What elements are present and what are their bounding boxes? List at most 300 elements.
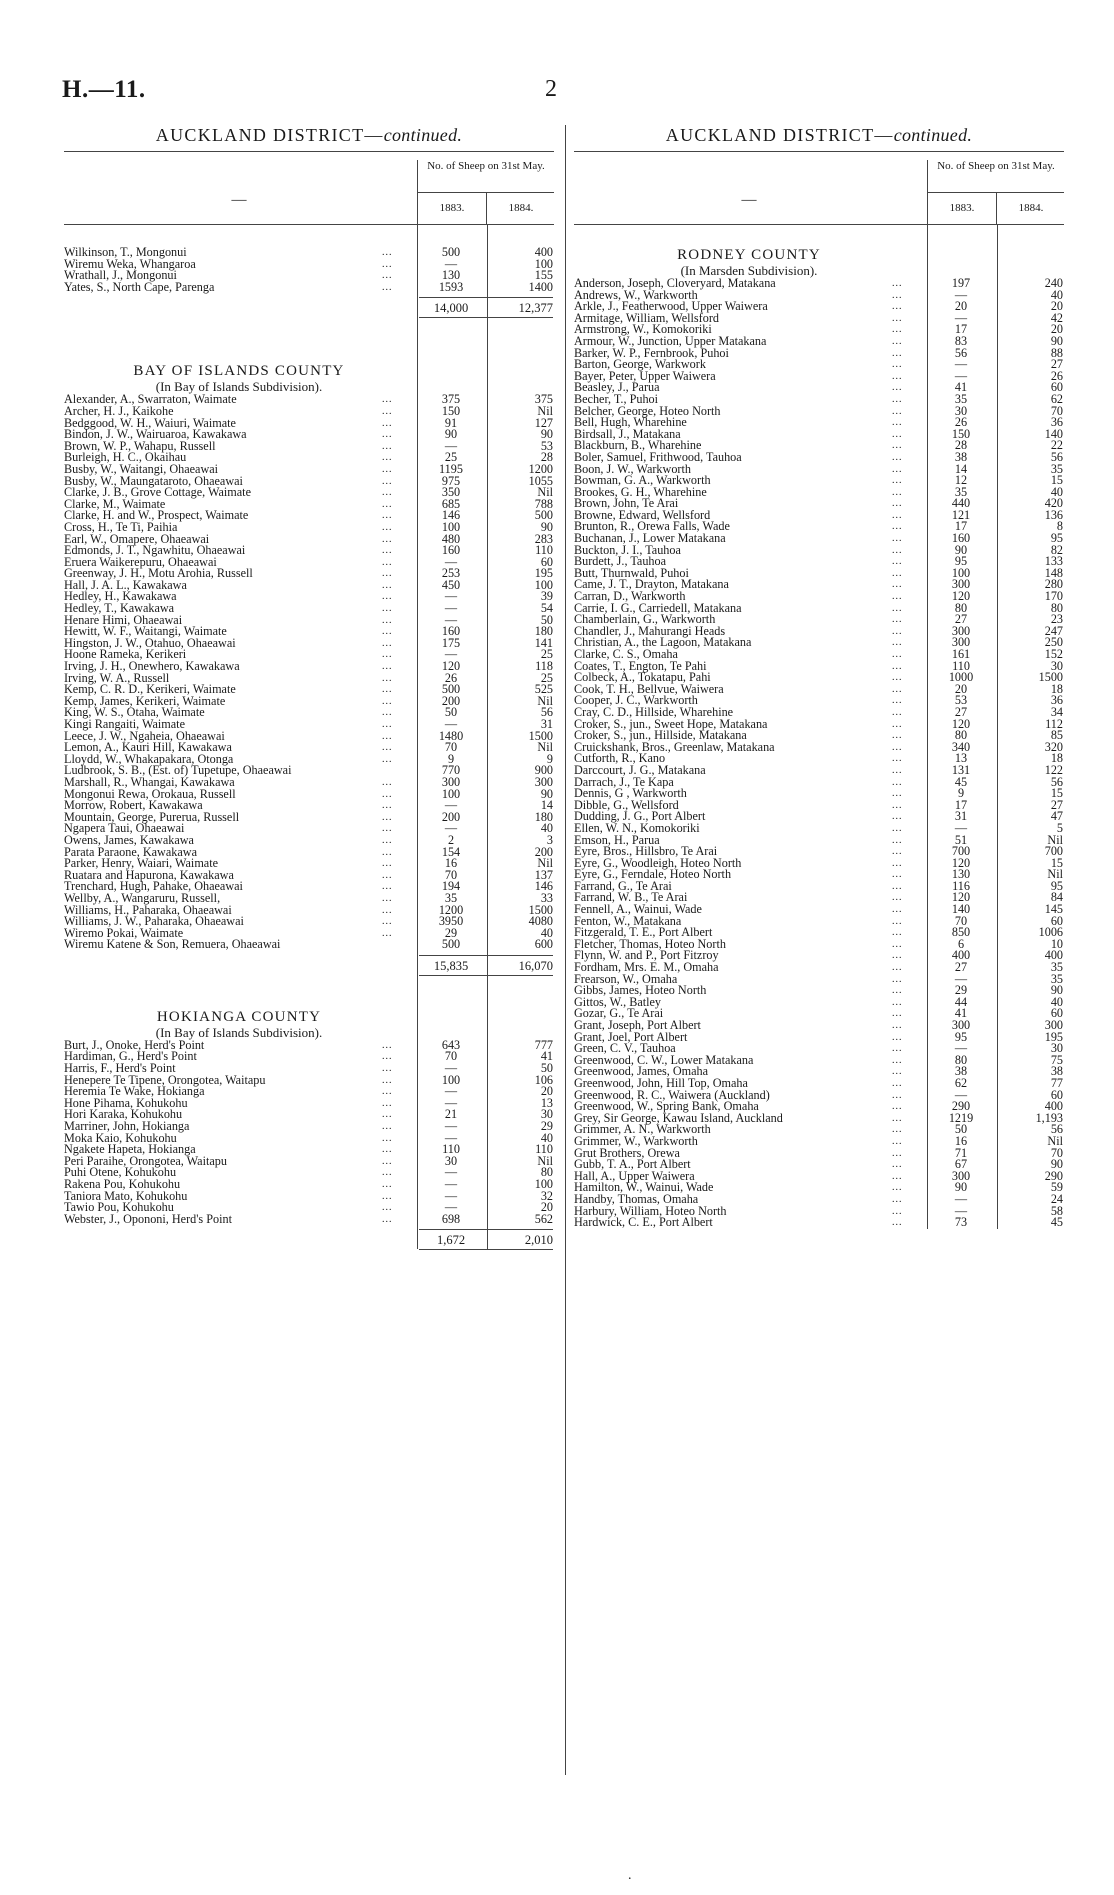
- leader-dots: ...: [892, 451, 903, 463]
- sheep-1883: —: [444, 1200, 458, 1215]
- sheep-1884: 100: [534, 1177, 553, 1191]
- sheep-1884: 70: [1050, 403, 1063, 418]
- header-group-label: No. of Sheep on 31st May.: [418, 160, 554, 193]
- sheep-1884: 145: [1044, 902, 1063, 917]
- leader-dots: ...: [382, 661, 393, 673]
- section-subtitle: (In Bay of Islands Subdivision).: [155, 379, 323, 395]
- owner-name: Earl, W., Omapere, Ohaeawai: [64, 531, 210, 546]
- sheep-1883: 95: [954, 554, 968, 569]
- left-column-title: AUCKLAND DISTRICT—continued.: [155, 125, 463, 145]
- owner-name: Farrand, G., Te Arai: [574, 878, 672, 893]
- sheep-1884: 28: [540, 450, 553, 465]
- owner-name: Carrie, I. G., Carriedell, Matakana: [574, 600, 742, 615]
- leader-dots: ...: [892, 382, 903, 394]
- sheep-1883: 300: [951, 577, 971, 592]
- leader-dots: ...: [892, 359, 903, 371]
- sheep-1883: 56: [954, 345, 968, 360]
- sheep-1883: 100: [441, 1072, 461, 1087]
- sheep-1884: 35: [1050, 960, 1063, 975]
- header-blank: —: [741, 192, 757, 208]
- sheep-1883: 375: [441, 392, 461, 407]
- owner-name: Bayer, Peter, Upper Waiwera: [574, 368, 716, 383]
- right-column-title: AUCKLAND DISTRICT—continued.: [665, 125, 973, 145]
- sheep-1883: 120: [951, 890, 971, 905]
- sheep-1884: 60: [1050, 380, 1063, 395]
- sheep-1884: 146: [534, 879, 553, 894]
- leader-dots: ...: [382, 487, 393, 499]
- leader-dots: ...: [382, 892, 393, 904]
- sheep-1883: 70: [444, 740, 458, 755]
- leader-dots: ...: [382, 1051, 393, 1063]
- sheep-1883: 1200: [438, 902, 464, 917]
- leader-dots: ...: [892, 278, 903, 289]
- leader-dots: ...: [382, 429, 393, 441]
- sheep-1884: 31: [540, 717, 553, 731]
- owner-name: Harris, F., Herd's Point: [64, 1061, 176, 1076]
- owner-name: Barker, W. P., Fernbrook, Puhoi: [574, 345, 729, 360]
- leader-dots: ...: [892, 544, 903, 556]
- sheep-1883: 120: [951, 589, 971, 604]
- sheep-1884: 32: [540, 1188, 553, 1203]
- sheep-1884: 180: [534, 809, 553, 824]
- owner-name: Eyre, G., Woodleigh, Hoteo North: [574, 855, 742, 870]
- sheep-1884: 27: [1050, 797, 1063, 812]
- sheep-1883: 700: [951, 844, 971, 859]
- sheep-1884: 77: [1050, 1075, 1063, 1090]
- leader-dots: ...: [892, 683, 903, 695]
- owner-name: Henare Himi, Ohaeawai: [64, 612, 183, 627]
- sheep-1884: 82: [1050, 542, 1063, 557]
- sheep-1883: 480: [441, 531, 461, 546]
- sheep-1884: 112: [1045, 716, 1063, 731]
- sheep-1883: 200: [441, 809, 461, 824]
- owner-name: Webster, J., Opononi, Herd's Point: [64, 1211, 232, 1226]
- owner-name: Buckton, J. I., Tauhoa: [574, 542, 681, 557]
- sheep-1883: 150: [441, 403, 461, 418]
- leader-dots: ...: [892, 370, 903, 382]
- sheep-1883: 29: [444, 925, 458, 940]
- owner-name: Hall, J. A. L., Kawakawa: [64, 577, 187, 592]
- leader-dots: ...: [382, 776, 393, 788]
- leader-dots: ...: [382, 927, 393, 939]
- owner-name: Clarke, J. B., Grove Cottage, Waimate: [64, 485, 251, 500]
- sheep-1884: 59: [1050, 1180, 1063, 1195]
- sheep-1884: 148: [1044, 565, 1063, 580]
- owner-name: Wilkinson, T., Mongonui: [64, 245, 187, 259]
- leader-dots: ...: [382, 591, 393, 603]
- leader-dots: ...: [382, 626, 393, 638]
- owner-name: Puhi Otene, Kohukohu: [64, 1165, 177, 1180]
- sheep-1884: 170: [1044, 589, 1063, 604]
- sheep-1884: 30: [540, 1107, 553, 1122]
- leader-dots: ...: [892, 869, 903, 881]
- leader-dots: ...: [892, 1112, 903, 1124]
- owner-name: Gibbs, James, Hoteo North: [574, 983, 707, 998]
- sheep-1884: 95: [1050, 878, 1063, 893]
- sheep-1884: 35: [1050, 461, 1063, 476]
- sheep-1883: —: [444, 717, 458, 731]
- sheep-1883: 450: [441, 577, 461, 592]
- sheep-1883: 70: [954, 913, 968, 928]
- sheep-1884: 56: [540, 705, 553, 720]
- owner-name: Brunton, R., Orewa Falls, Wade: [574, 519, 730, 534]
- sheep-1884: 500: [534, 508, 553, 523]
- sheep-1884: 280: [1044, 577, 1063, 592]
- sheep-1884: 9: [546, 751, 553, 766]
- leader-dots: ...: [892, 602, 903, 614]
- sheep-1883: 20: [954, 681, 968, 696]
- owner-name: Brown, W. P., Wahapu, Russell: [64, 438, 216, 453]
- sheep-1883: 44: [954, 994, 968, 1009]
- sheep-1883: 500: [441, 937, 461, 952]
- leader-dots: ...: [382, 684, 393, 696]
- sheep-1884: 34: [1050, 704, 1063, 719]
- sheep-1883: 121: [951, 507, 971, 522]
- owner-name: Lemon, A., Kauri Hill, Kawakawa: [64, 740, 232, 755]
- sheep-1884: 80: [540, 1165, 553, 1180]
- sheep-1884: 40: [540, 821, 553, 836]
- owner-name: Owens, James, Kawakawa: [64, 832, 194, 847]
- sheep-1884: 90: [540, 427, 553, 442]
- sheep-1883: 13: [954, 751, 968, 766]
- leader-dots: ...: [382, 1074, 393, 1086]
- sheep-1883: 41: [954, 380, 968, 395]
- sheep-1884: 5: [1056, 820, 1063, 835]
- leader-dots: ...: [892, 915, 903, 927]
- owner-name: Grant, Joseph, Port Albert: [574, 1018, 701, 1032]
- owner-name: Marriner, John, Hokianga: [64, 1119, 190, 1134]
- sheep-1884: 600: [534, 937, 553, 952]
- sheep-1883: 350: [441, 485, 461, 500]
- owner-name: Gozar, G., Te Arai: [574, 1006, 664, 1021]
- owner-name: Armstrong, W., Komokoriki: [574, 322, 712, 337]
- owner-name: Armitage, William, Wellsford: [574, 310, 719, 325]
- owner-name: Fenton, W., Matakana: [574, 913, 682, 928]
- sheep-1883: 70: [444, 1049, 458, 1064]
- leader-dots: ...: [892, 857, 903, 869]
- sheep-1884: 10: [1050, 936, 1063, 951]
- leader-dots: ...: [382, 521, 393, 533]
- sheep-1884: 35: [1050, 971, 1063, 986]
- sheep-1884: 40: [540, 1130, 553, 1145]
- sheep-1884: 14: [540, 798, 553, 813]
- owner-name: Wrathall, J., Mongonui: [64, 268, 177, 283]
- leader-dots: ...: [382, 258, 393, 270]
- owner-name: Croker, S., jun., Sweet Hope, Matakana: [574, 716, 768, 731]
- right-table-body: [574, 225, 1064, 1229]
- leader-dots: ...: [892, 1159, 903, 1171]
- sheep-1883: 2: [447, 832, 455, 847]
- owner-name: Kemp, C. R. D., Kerikeri, Waimate: [64, 682, 236, 697]
- owner-name: Handby, Thomas, Omaha: [574, 1191, 699, 1206]
- sheep-1884: 122: [1044, 762, 1063, 777]
- owner-name: Heremia Te Wake, Hokianga: [64, 1084, 205, 1099]
- leader-dots: ...: [892, 428, 903, 440]
- leader-dots: ...: [892, 486, 903, 498]
- owner-name: Busby, W., Waitangi, Ohaeawai: [64, 461, 219, 476]
- leader-dots: ...: [892, 927, 903, 939]
- sheep-1883: 340: [951, 739, 971, 754]
- sheep-1884: 20: [1050, 322, 1063, 337]
- owner-name: Parker, Henry, Waiari, Waimate: [64, 856, 219, 871]
- sheep-1884: 195: [534, 566, 553, 581]
- owner-name: Leece, J. W., Ngaheia, Ohaeawai: [64, 728, 225, 743]
- leader-dots: ...: [382, 452, 393, 464]
- owner-name: Clarke, C. S., Omaha: [574, 647, 678, 661]
- header-year-1884: 1884.: [1018, 202, 1044, 214]
- leader-dots: ...: [892, 799, 903, 811]
- leader-dots: ...: [382, 881, 393, 893]
- sheep-1883: 140: [951, 902, 971, 917]
- sheep-1883: 27: [954, 704, 968, 719]
- sheep-1884: 88: [1050, 345, 1063, 360]
- sheep-1883: 440: [951, 496, 971, 511]
- sheep-1883: 500: [441, 245, 461, 259]
- sheep-1883: 300: [951, 635, 971, 650]
- leader-dots: ...: [892, 1182, 903, 1194]
- owner-name: Henepere Te Tipene, Orongotea, Waitapu: [64, 1072, 266, 1087]
- sheep-1883: —: [444, 1119, 458, 1134]
- leader-dots: ...: [382, 270, 393, 282]
- leader-dots: ...: [892, 324, 903, 336]
- sheep-1884: 60: [540, 554, 553, 569]
- sheep-1884: 400: [1044, 1099, 1063, 1114]
- left-table-header: [64, 151, 554, 225]
- sheep-1883: 253: [441, 566, 461, 581]
- sheep-1884: 24: [1050, 1191, 1063, 1206]
- leader-dots: ...: [892, 614, 903, 626]
- leader-dots: ...: [892, 880, 903, 892]
- sheep-1883: 80: [954, 1052, 968, 1067]
- sheep-1883: 90: [954, 1180, 968, 1195]
- sheep-1884: 3: [546, 832, 553, 847]
- sheep-1883: —: [954, 368, 968, 383]
- owner-name: Kingi Rangaiti, Waimate: [64, 717, 185, 731]
- owner-name: Lloydd, W., Whakapakara, Otonga: [64, 751, 234, 766]
- owner-name: Hewitt, W. F., Waitangi, Waimate: [64, 624, 227, 639]
- leader-dots: ...: [892, 660, 903, 672]
- sheep-1883: 45: [954, 774, 968, 789]
- owner-name: Andrews, W., Warkworth: [574, 287, 698, 302]
- sheep-1884: 38: [1050, 1064, 1063, 1079]
- sheep-1883: —: [444, 1095, 458, 1110]
- sheep-1884: 58: [1050, 1203, 1063, 1218]
- subtotal-row: 15,835 16,070: [64, 951, 554, 975]
- sheep-1883: —: [444, 601, 458, 616]
- owner-name: Greenwood, James, Omaha: [574, 1064, 709, 1079]
- owner-name: Marshall, R., Whangai, Kawakawa: [64, 774, 235, 789]
- sheep-1884: Nil: [537, 693, 553, 708]
- sheep-1884: 1,193: [1035, 1110, 1063, 1125]
- sheep-1884: 1200: [528, 461, 553, 476]
- page-number: 2: [545, 76, 557, 102]
- owner-name: Clarke, H. and W., Prospect, Waimate: [64, 508, 249, 523]
- sheep-1884: 700: [1044, 844, 1063, 859]
- owner-name: Brookes, G. H., Wharehine: [574, 484, 707, 499]
- owner-name: Browne, Edward, Wellsford: [574, 507, 711, 522]
- sheep-1884: Nil: [537, 856, 553, 871]
- sheep-1883: 71: [954, 1145, 968, 1160]
- section-title: HOKIANGA COUNTY: [156, 1008, 322, 1025]
- sheep-1883: —: [954, 1041, 968, 1056]
- sheep-1884: 1055: [528, 473, 553, 488]
- owner-name: Belcher, George, Hoteo North: [574, 403, 721, 418]
- leader-dots: ...: [892, 1008, 903, 1020]
- sheep-1883: 9: [957, 786, 965, 801]
- leader-dots: ...: [892, 1066, 903, 1078]
- leader-dots: ...: [892, 822, 903, 834]
- sheep-1884: Nil: [537, 403, 553, 418]
- owner-name: Peri Paraihe, Orongotea, Waitapu: [64, 1153, 227, 1168]
- sheep-1883: 1593: [438, 279, 464, 294]
- leader-dots: ...: [892, 533, 903, 545]
- sheep-1884: 180: [534, 624, 553, 639]
- sheep-1884: Nil: [1047, 832, 1063, 847]
- sheep-1883: 30: [954, 403, 968, 418]
- leader-dots: ...: [382, 730, 393, 742]
- owner-name: Bindon, J. W., Wairuaroa, Kawakawa: [64, 427, 247, 442]
- owner-name: Buchanan, J., Lower Matakana: [574, 531, 726, 546]
- owner-name: Alexander, A., Swarraton, Waimate: [64, 392, 237, 407]
- leader-dots: ...: [382, 649, 393, 661]
- sheep-1883: —: [954, 1203, 968, 1218]
- sheep-1884: 290: [1044, 1168, 1063, 1183]
- sheep-1884: 75: [1050, 1052, 1063, 1067]
- leader-dots: ...: [892, 741, 903, 753]
- owner-name: Fletcher, Thomas, Hoteo North: [574, 936, 726, 951]
- right-column: [574, 125, 1064, 1229]
- owner-name: Chamberlain, G., Warkworth: [574, 612, 716, 627]
- sheep-1883: —: [444, 256, 458, 271]
- sheep-1883: —: [954, 1191, 968, 1206]
- sheep-1884: 23: [1050, 612, 1063, 627]
- sheep-1883: —: [954, 820, 968, 835]
- sheep-1883: 160: [441, 624, 461, 639]
- owner-name: King, W. S., Otaha, Waimate: [64, 705, 205, 720]
- sheep-1883: 14: [954, 461, 968, 476]
- sheep-1883: 90: [954, 542, 968, 557]
- sheep-1883: 26: [954, 415, 968, 430]
- sheep-1883: 300: [441, 774, 461, 789]
- sheep-1884: 20: [1050, 299, 1063, 314]
- leader-dots: ...: [892, 973, 903, 985]
- sheep-1884: 36: [1050, 693, 1063, 708]
- owner-name: Chandler, J., Mahurangi Heads: [574, 623, 726, 638]
- sheep-1883: 30: [444, 1153, 458, 1168]
- sheep-1884: 136: [1044, 507, 1063, 522]
- sheep-1884: 80: [1050, 600, 1063, 615]
- sheep-1884: 900: [534, 763, 553, 778]
- owner-name: Ruatara and Hapurona, Kawakawa: [64, 867, 234, 882]
- leader-dots: ...: [892, 1020, 903, 1031]
- leader-dots: ...: [892, 312, 903, 324]
- sheep-1884: 25: [540, 670, 553, 685]
- owner-name: Grimmer, W., Warkworth: [574, 1133, 698, 1148]
- owner-name: Ludbrook, S. B., (Est. of) Tupetupe, Ohaeawai: [64, 763, 292, 778]
- leader-dots: ...: [892, 1193, 903, 1205]
- sheep-1883: 1000: [948, 670, 974, 685]
- leader-dots: ...: [382, 834, 393, 846]
- leader-dots: ...: [382, 568, 393, 580]
- sheep-1883: 50: [954, 1122, 968, 1137]
- sheep-1883: 160: [441, 543, 461, 558]
- sheep-1883: 770: [441, 763, 461, 778]
- sheep-1883: 31: [954, 809, 968, 824]
- leader-dots: ...: [892, 521, 903, 533]
- leader-dots: ...: [892, 1147, 903, 1159]
- sheep-1884: 777: [534, 1037, 553, 1052]
- leader-dots: ...: [892, 335, 903, 347]
- sheep-1883: 400: [951, 948, 971, 963]
- leader-dots: ...: [892, 405, 903, 417]
- sheep-1884: 90: [1050, 333, 1063, 348]
- leader-dots: ...: [892, 695, 903, 707]
- sheep-1884: 39: [540, 589, 553, 604]
- sheep-1883: 685: [441, 496, 461, 511]
- leader-dots: ...: [892, 556, 903, 568]
- sheep-1883: —: [444, 1084, 458, 1099]
- sheep-1884: 4080: [528, 914, 553, 929]
- sheep-1883: —: [954, 357, 968, 372]
- sheep-1884: 30: [1050, 1041, 1063, 1056]
- owner-name: Carran, D., Warkworth: [574, 589, 686, 604]
- sheep-1883: 35: [444, 890, 458, 905]
- owner-name: Grut Brothers, Orewa: [574, 1145, 680, 1160]
- sheep-1884: Nil: [537, 1153, 553, 1168]
- sheep-1884: 788: [534, 496, 553, 511]
- owner-name: Christian, A., the Lagoon, Matakana: [574, 635, 752, 650]
- owner-name: Busby, W., Maungataroto, Ohaeawai: [64, 473, 243, 488]
- sheep-1884: 15: [1050, 473, 1063, 488]
- sheep-1883: —: [444, 821, 458, 836]
- sheep-1884: Nil: [537, 740, 553, 755]
- leader-dots: ...: [382, 1155, 393, 1167]
- leader-dots: ...: [892, 730, 903, 742]
- table-row: [64, 279, 554, 294]
- sheep-1884: 42: [1050, 310, 1063, 325]
- leader-dots: ...: [382, 637, 393, 649]
- sheep-1883: 500: [441, 682, 461, 697]
- sheep-1883: 27: [954, 960, 968, 975]
- leader-dots: ...: [892, 1135, 903, 1147]
- owner-name: Eruera Waikerepuru, Ohaeawai: [64, 554, 217, 569]
- sheep-1883: 300: [951, 623, 971, 638]
- section-subtitle: (In Bay of Islands Subdivision).: [155, 1024, 323, 1040]
- sheep-1883: —: [954, 310, 968, 325]
- left-table-body: [64, 225, 554, 1249]
- owner-name: Becher, T., Puhoi: [574, 391, 659, 406]
- sheep-1884: 300: [1044, 1018, 1063, 1032]
- sheep-1883: 38: [954, 1064, 968, 1079]
- subtotal-row: 14,000 12,377: [64, 293, 554, 317]
- owner-name: Wellby, A., Wangaruru, Russell,: [64, 890, 221, 905]
- owner-name: Ellen, W. N., Komokoriki: [574, 820, 700, 835]
- sheep-1884: 53: [540, 438, 553, 453]
- leader-dots: ...: [382, 1132, 393, 1144]
- owner-name: Irving, W. A., Russell: [64, 670, 170, 685]
- leader-dots: ...: [892, 788, 903, 800]
- sheep-1883: 161: [951, 647, 971, 661]
- sheep-1884: 100: [534, 577, 553, 592]
- sheep-1884: 36: [1050, 415, 1063, 430]
- sheep-1884: 29: [540, 1119, 553, 1134]
- owner-name: Burdett, J., Tauhoa: [574, 554, 667, 569]
- owner-name: Armour, W., Junction, Upper Matakana: [574, 333, 767, 348]
- owner-name: Ngapera Taui, Ohaeawai: [64, 821, 185, 836]
- leader-dots: ...: [382, 800, 393, 812]
- sheep-1883: 25: [444, 450, 458, 465]
- sheep-1883: 38: [954, 449, 968, 464]
